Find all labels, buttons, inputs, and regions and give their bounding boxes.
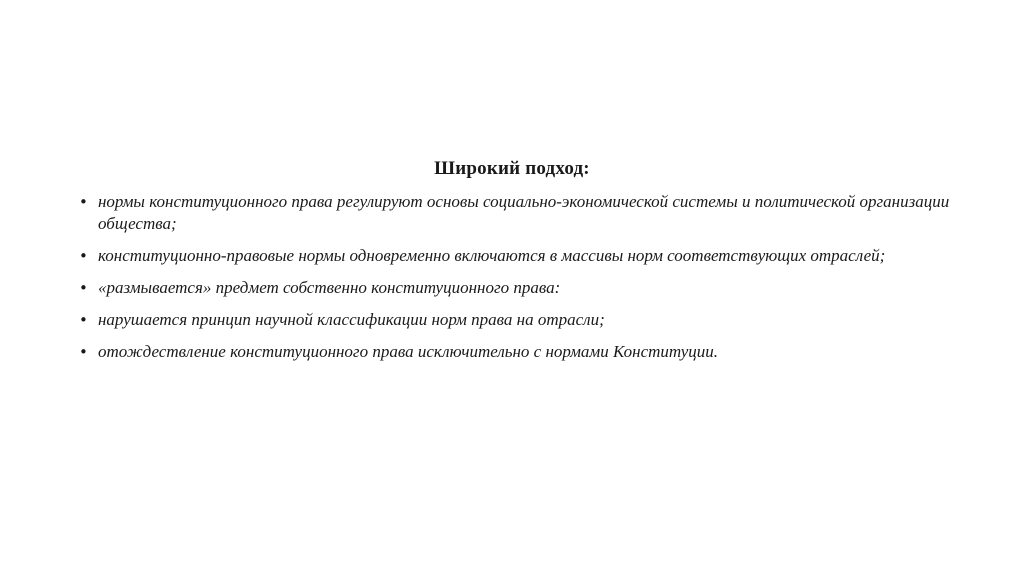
list-item bbox=[76, 341, 956, 363]
list-item-text: нормы конституционного права регулируют основы социально-экономической системы и политической организации общества; bbox=[98, 192, 950, 233]
bullet-icon: • bbox=[79, 247, 88, 265]
bullet-icon: • bbox=[79, 279, 88, 297]
list-item-text: конституционно-правовые нормы одновременно включаются в массивы норм соответствующих отраслей; bbox=[98, 246, 886, 265]
bullet-list bbox=[76, 191, 956, 373]
list-item-text: отождествление конституционного права исключительно с нормами Конституции. bbox=[98, 342, 719, 361]
bullet-icon: • bbox=[79, 193, 88, 211]
bullet-icon: • bbox=[79, 343, 88, 361]
list-item bbox=[76, 277, 956, 299]
list-item bbox=[76, 309, 956, 331]
list-item bbox=[76, 191, 956, 235]
list-item-text: «размывается» предмет собственно конституционного права: bbox=[98, 278, 561, 297]
slide-title: Широкий подход: bbox=[434, 158, 590, 179]
list-item-text: нарушается принцип научной классификации норм права на отрасли; bbox=[98, 310, 605, 329]
list-item bbox=[76, 245, 956, 267]
bullet-icon: • bbox=[79, 311, 88, 329]
